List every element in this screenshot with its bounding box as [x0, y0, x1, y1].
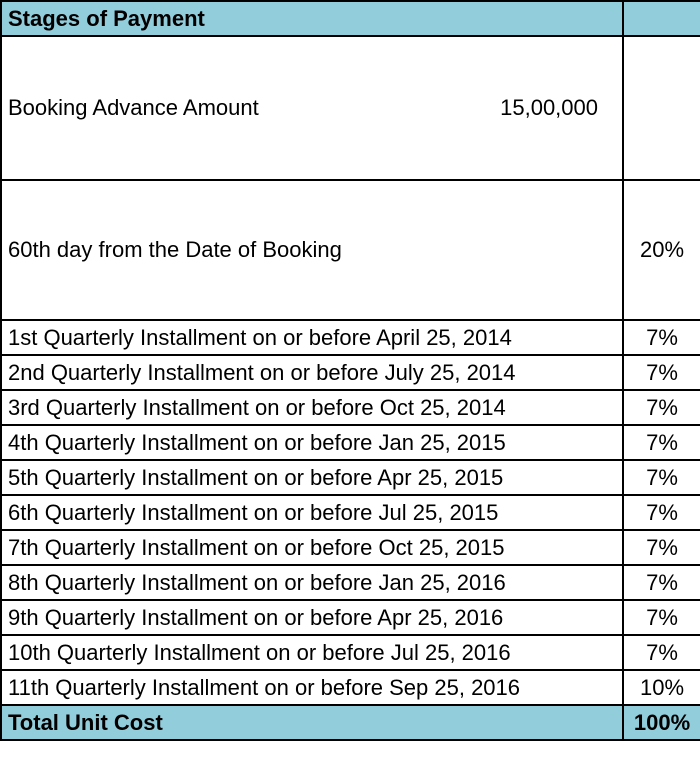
header-title: Stages of Payment [1, 1, 623, 36]
installment-label: 1st Quarterly Installment on or before April 25, 2014 [1, 320, 623, 355]
table-row [1, 460, 700, 495]
table-row [1, 600, 700, 635]
installment-label: 2nd Quarterly Installment on or before July 25, 2014 [1, 355, 623, 390]
table-row [1, 670, 700, 705]
booking-amount: 15,00,000 [500, 95, 598, 120]
total-row [1, 705, 700, 740]
installment-label: 3rd Quarterly Installment on or before Oct 25, 2014 [1, 390, 623, 425]
installment-label: 8th Quarterly Installment on or before Jan 25, 2016 [1, 565, 623, 600]
total-label: Total Unit Cost [1, 705, 623, 740]
table-row [1, 425, 700, 460]
booking-label: Booking Advance Amount [8, 95, 259, 120]
table-row [1, 565, 700, 600]
installment-label: 5th Quarterly Installment on or before Apr 25, 2015 [1, 460, 623, 495]
table-row [1, 530, 700, 565]
table-row [1, 635, 700, 670]
sixty-day-row [1, 180, 700, 320]
table-row [1, 320, 700, 355]
sixty-day-label: 60th day from the Date of Booking [1, 180, 623, 320]
installment-label: 6th Quarterly Installment on or before Jul 25, 2015 [1, 495, 623, 530]
installment-value: 7% [623, 495, 700, 530]
installment-label: 7th Quarterly Installment on or before Oct 25, 2015 [1, 530, 623, 565]
installment-value: 7% [623, 635, 700, 670]
installment-label: 9th Quarterly Installment on or before Apr 25, 2016 [1, 600, 623, 635]
installment-value: 7% [623, 565, 700, 600]
table-row [1, 355, 700, 390]
installment-value: 7% [623, 320, 700, 355]
installment-value: 7% [623, 355, 700, 390]
table-row [1, 495, 700, 530]
installment-label: 10th Quarterly Installment on or before Jul 25, 2016 [1, 635, 623, 670]
installment-label: 11th Quarterly Installment on or before Sep 25, 2016 [1, 670, 623, 705]
table-header-row [1, 1, 700, 36]
booking-cell [1, 36, 623, 180]
installment-value: 10% [623, 670, 700, 705]
installment-value: 7% [623, 425, 700, 460]
installment-value: 7% [623, 460, 700, 495]
table-row [1, 390, 700, 425]
total-value: 100% [623, 705, 700, 740]
installment-value: 7% [623, 390, 700, 425]
installment-label: 4th Quarterly Installment on or before Jan 25, 2015 [1, 425, 623, 460]
booking-row [1, 36, 700, 180]
booking-value-cell [623, 36, 700, 180]
installment-value: 7% [623, 600, 700, 635]
header-value-cell [623, 1, 700, 36]
installment-value: 7% [623, 530, 700, 565]
sixty-day-value: 20% [623, 180, 700, 320]
